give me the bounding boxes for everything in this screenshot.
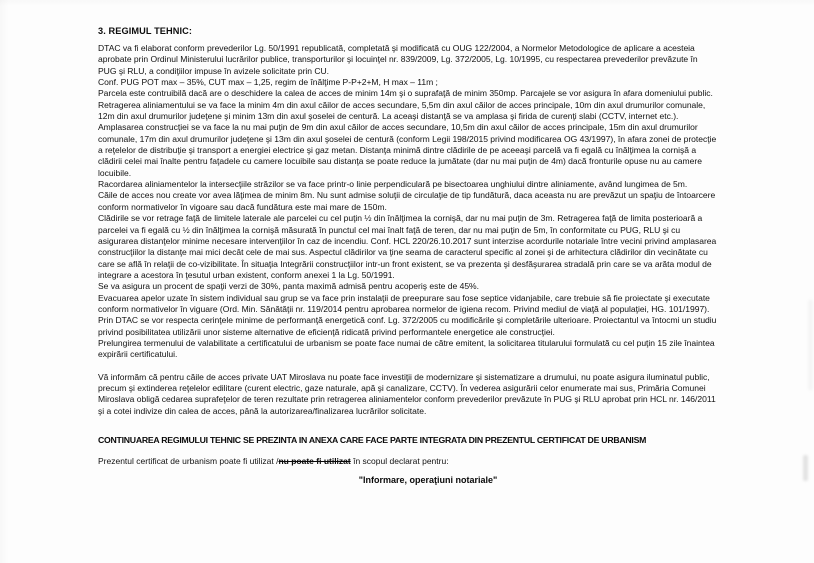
- paragraph-prelungire-valabilitate: Prelungirea termenului de valabilitate a certificatului de urbanism se poate face numai de către emitent, la solicitarea titularului formulată cu cel puţin 15 zile înaintea expirării certificatului.: [98, 337, 715, 360]
- paragraph-performanta-energetica: Prin DTAC se vor respecta cerinţele minime de performanţă energetică conf. Lg. 372/2005 cu modificările şi completările ulterioare. Proiectantul va întocmi un studiu privind posibilitatea utilizării unor sisteme alternative de eficienţă ridicată privind performantele energetice ale construcţiei.: [98, 315, 717, 337]
- closing-struck-option: nu poate fi utilizat: [278, 456, 351, 466]
- closing-prefix: Prezentul certificat de urbanism poate fi utilizat /: [98, 456, 279, 466]
- paragraph-cai-acces-noi: Căile de acces nou create vor avea lăţimea de minim 8m. Nu sunt admise soluţii de circulaţie de tip fundătură, daca aceasta nu are prevăzut un spaţiu de întoarcere conform normativelor în vigoare sau dacă fundătura este mai mare de 150m.: [98, 190, 716, 212]
- scan-artifact-smudge: [803, 455, 808, 481]
- paragraph-pug-indici: Conf. PUG POT max – 35%, CUT max – 1,25, regim de înălţime P-P+2+M, H max – 11m ;: [98, 77, 438, 88]
- paragraph-parcela-contruibila: Parcela este contruibilă dacă are o deschidere la calea de acces de minim 14m şi o suprafaţă de minim 350mp. Parcajele se vor asigura în afara domeniului public.: [98, 88, 713, 99]
- paragraph-retragere-aliniament: Retragerea aliniamentului se va face la minim 4m din axul căilor de acces secundare, 5,5m din axul căilor de acces principale, 10m din axul drumurilor comunale, 12m din axul drumurilor judeţene şi minim 13m din axul şoselei de centură. La aceaşi distanţă se va amplasa şi firida de curenţi slabi (CCTV, internet etc.). Amplasarea construcţiei se va face la nu mai puţin de 9m din axul căilor de acces secundare, 10,5m din axul căilor de acces principale, 15m din axul drumurilor comunale, 17m din axul drumurilor judeţene şi 13m din axul şoselei de centură (conform Legii 198/2015 privind modificarea OG 43/1997), în afara zonei de protecţie a reţelelor de distribuţie şi transport a energiei electrice şi gaz metan. Distanţa minimă dintre clădirile de pe aceeaşi parcelă va fi egală cu înălţimea la cornişă a clădirii celei mai înalte pentru faţadele cu camere locuibile sau distanţa se poate reduce la jumătate (dar nu mai puţin de 4m) dacă fronturile opuse nu au camere locuibile.: [98, 99, 717, 178]
- spacer-before-continuation: [98, 417, 718, 435]
- section-heading-regim-tehnic: 3. REGIMUL TEHNIC:: [98, 26, 193, 36]
- closing-suffix: în scopul declarat pentru:: [353, 456, 449, 466]
- declared-purpose: "Informare, operaţiuni notariale": [358, 475, 498, 485]
- spacer-before-notice: [98, 361, 718, 372]
- paragraph-retragere-limite-laterale: Clădirile se vor retrage faţă de limitele laterale ale parcelei cu cel puţin ½ din înălţimea la cornişă, dar nu mai puţin de 3m. Retragerea faţă de limita posterioară a parcelei va fi egală cu ½ din înălţimea la cornişă măsurată în punctul cel mai înalt faţă de teren, dar nu mai puţin de 5m, în conformitate cu PUG, RLU şi cu asigurarea distanţelor minime necesare intervenţiilor în caz de incendiu. Conf. HCL 220/26.10.2017 sunt interzise acordurile notariale între vecini privind amplasarea construcţiilor la distanţe mai mici decât cele de mai sus. Aspectul clădirilor va ţine seama de caracterul specific al zonei şi de arhitectura clădirilor din vecinătate cu care se află în relaţii de co-vizibilitate. În situaţia Integrării construcţiilor intr-un front existent, se va prezenta şi desfăşurarea stradală prin care se va arăta modul de integrare a acestora în ţesutul urban existent, conform anexei 1 la Lg. 50/1991.: [98, 213, 717, 280]
- closing-usage-line: [98, 456, 718, 466]
- spacer-before-closing: [98, 445, 718, 456]
- continuation-notice: CONTINUAREA REGIMULUI TEHNIC SE PREZINTA IN ANEXA CARE FACE PARTE INTEGRATA DIN PREZENTUL CERTIFICAT DE URBANISM: [98, 435, 647, 445]
- paragraph-dtac-elaborare: DTAC va fi elaborat conform prevederilor Lg. 50/1991 republicată, completată şi modificată cu OUG 122/2004, a Normelor Metodologice de aplicare a acesteia aprobate prin Ordinul Ministerului lucrărilor publice, transporturilor şi locuinţel nr. 839/2009, Lg. 372/2005, Lg. 10/1995, cu respectarea prevederilor prevăzute în PUG şi RLU, a condiţiilor impuse în avizele solicitate prin CU.: [98, 43, 698, 76]
- paragraph-racordare-aliniamente: Racordarea aliniamentelor la intersecţiile străzilor se va face printr-o linie perpendiculară pe bisectoarea unghiului dintre aliniamente, având lungimea de 5m.: [98, 179, 688, 190]
- paragraph-notice-uat-miroslava: Vă informăm că pentru căile de acces private UAT Miroslava nu poate face investiţii de modernizare şi sistematizare a drumului, nu poate asigura iluminatul public, precum şi extinderea reţelelor edilitare (curent electric, gaze naturale, apă şi canalizare, CCTV). În vederea asigurării celor enumerate mai sus, Primăria Comunei Miroslava obligă cedarea suprafeţelor de teren rezultate prin retragerea aliniamentelor conform prevederilor prevăzute în PUG şi RLU aprobat prin HCL nr. 146/2011 şi a cotei indivize din calea de acces, până la autorizarea/finalizarea lucrărilor solicitate.: [98, 371, 716, 416]
- scan-artifact-edge: [809, 300, 812, 390]
- paragraph-spatii-verzi: Se va asigura un procent de spaţii verzi de 30%, panta maximă admisă pentru acoperiş este de 45%.: [98, 281, 479, 292]
- paragraph-evacuare-ape-uzate: Evacuarea apelor uzate în sistem individual sau grup se va face prin instalaţii de preepurare sau fose septice vidanjabile, care trebuie să fie proiectate şi executate conform normativelor în viguare (Ord. Min. Sănătăţii nr. 119/2014 pentru aprobarea normelor de igiena recom. Privind mediul de viaţă al populaţiei, HG. 101/1997).: [98, 292, 710, 314]
